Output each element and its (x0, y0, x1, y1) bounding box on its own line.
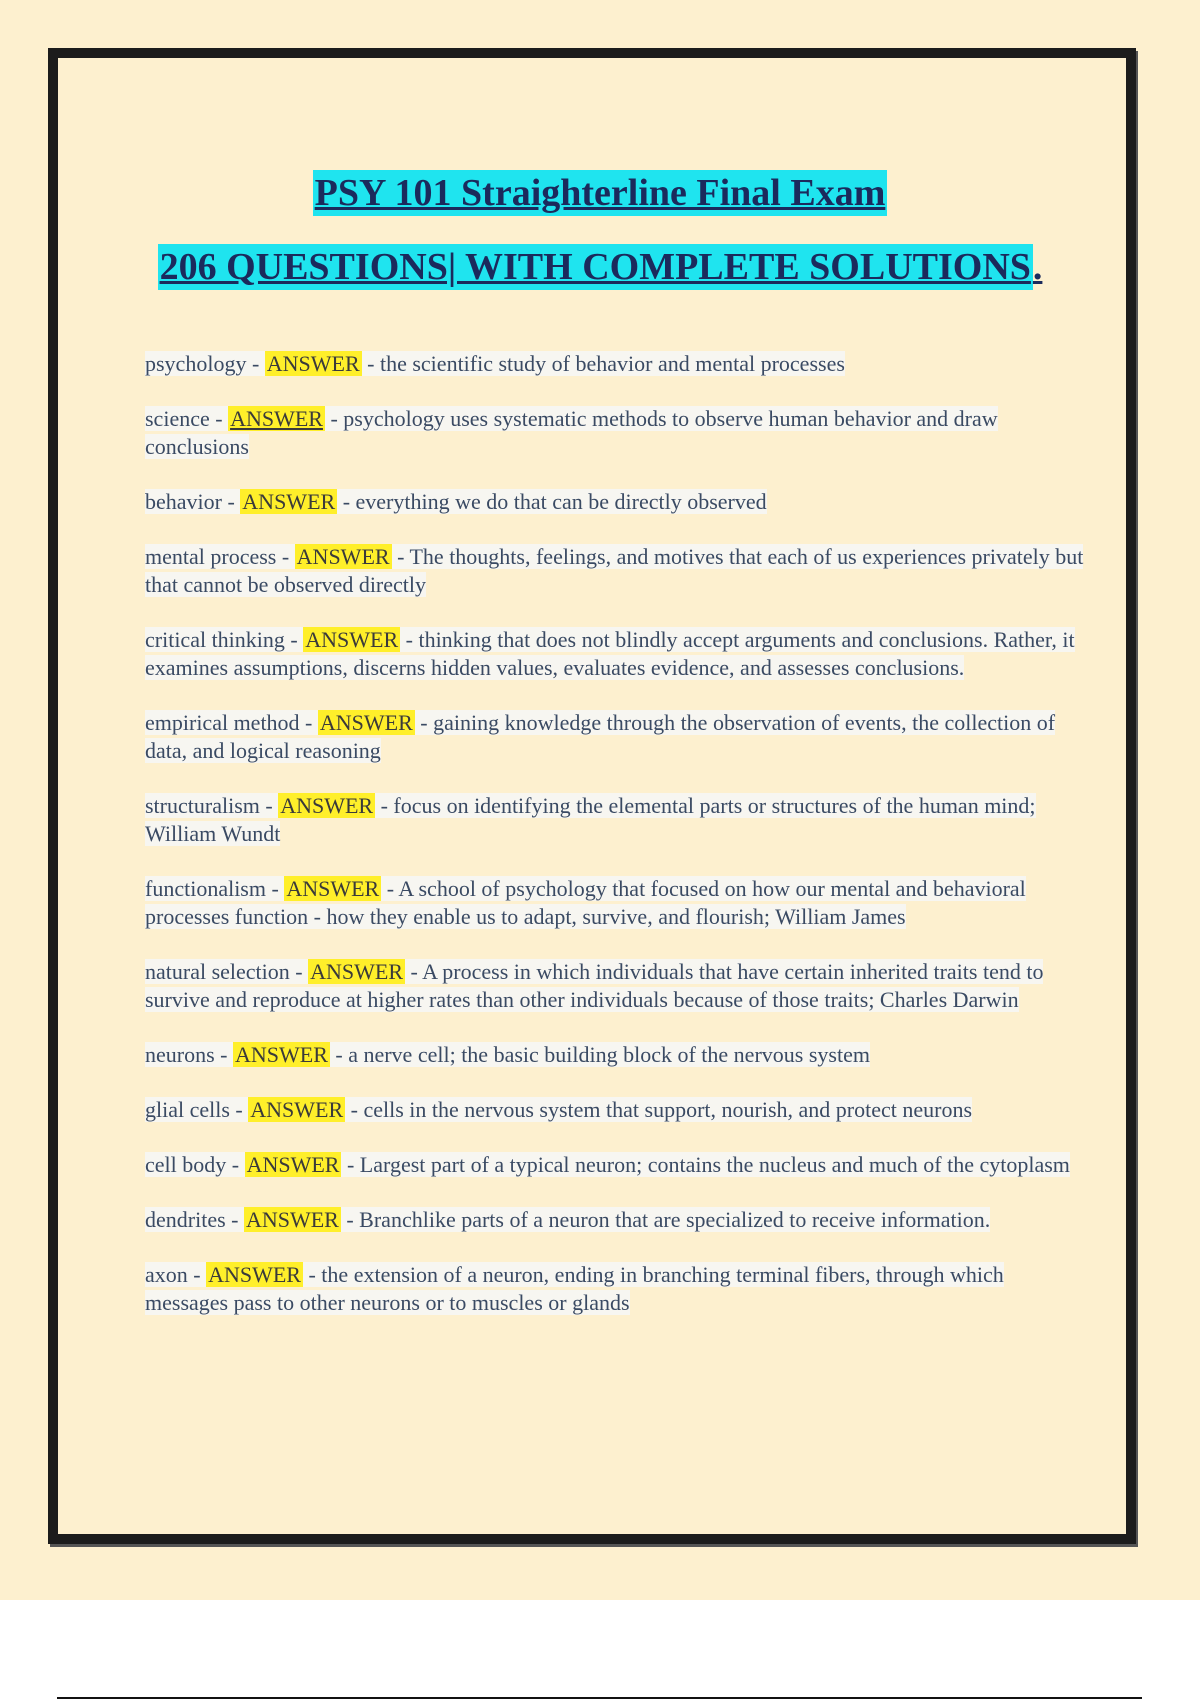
qa-list (145, 350, 1085, 1344)
page-divider (57, 1697, 1142, 1699)
definition: - everything we do that can be directly observed (337, 489, 767, 514)
qa-entry (145, 875, 1085, 931)
qa-entry (145, 1151, 1085, 1179)
definition: - A process in which individuals that have certain inherited traits tend to survive and reproduce at higher rates than other individuals because of those traits; Charles Darwin (145, 959, 1044, 1012)
answer-label: ANSWER (310, 959, 403, 984)
term: cell body - (145, 1152, 245, 1177)
definition: - cells in the nervous system that support, nourish, and protect neurons (345, 1097, 973, 1122)
definition: - The thoughts, feelings, and motives that each of us experiences privately but that cannot be observed directly (145, 544, 1084, 597)
term: science - (145, 406, 229, 431)
document-title: PSY 101 Straighterline Final Exam (314, 172, 886, 214)
answer-label: ANSWER (305, 627, 399, 652)
qa-entry (145, 792, 1085, 848)
term: functionalism - (145, 876, 285, 901)
answer-label: ANSWER (319, 710, 413, 735)
definition: - Largest part of a typical neuron; contains the nucleus and much of the cytoplasm (341, 1152, 1070, 1177)
term: neurons - (145, 1042, 233, 1067)
answer-label: ANSWER (245, 1207, 339, 1232)
qa-entry (145, 958, 1085, 1014)
answer-label: ANSWER (296, 544, 390, 569)
term: critical thinking - (145, 627, 304, 652)
qa-entry (145, 350, 1085, 378)
definition: - thinking that does not blindly accept arguments and conclusions. Rather, it examines assumptions, discerns hidden values, evaluates evidence, and assesses conclusions. (145, 627, 1075, 680)
document-subtitle: 206 QUESTIONS| WITH COMPLETE SOLUTIONS (159, 246, 1031, 288)
answer-label: ANSWER (280, 793, 374, 818)
answer-label: ANSWER (250, 1097, 344, 1122)
term: natural selection - (145, 959, 309, 984)
term: glial cells - (145, 1097, 249, 1122)
qa-entry (145, 543, 1085, 599)
answer-label: ANSWER (246, 1152, 340, 1177)
qa-entry (145, 1261, 1085, 1317)
term: axon - (145, 1262, 207, 1287)
definition: - psychology uses systematic methods to observe human behavior and draw conclusions (145, 406, 998, 459)
qa-entry (145, 626, 1085, 682)
qa-entry (145, 405, 1085, 461)
qa-entry (145, 709, 1085, 765)
definition: - the extension of a neuron, ending in branching terminal fibers, through which messages pass to other neurons or to muscles or glands (145, 1262, 1004, 1315)
answer-label: ANSWER (230, 406, 323, 431)
term: empirical method - (145, 710, 318, 735)
definition: - a nerve cell; the basic building block of the nervous system (329, 1042, 870, 1067)
answer-label: ANSWER (242, 489, 336, 514)
definition: - gaining knowledge through the observation of events, the collection of data, and logical reasoning (145, 710, 1056, 763)
term: psychology - (145, 351, 265, 376)
answer-label: ANSWER (208, 1262, 301, 1287)
answer-label: ANSWER (286, 876, 380, 901)
answer-label: ANSWER (266, 351, 360, 376)
subtitle-period: . (1032, 246, 1043, 288)
answer-label: ANSWER (234, 1042, 328, 1067)
definition: - focus on identifying the elemental parts or structures of the human mind; William Wundt (145, 793, 1036, 846)
definition: - Branchlike parts of a neuron that are specialized to receive information. (340, 1207, 991, 1232)
qa-entry (145, 1041, 1085, 1069)
term: structuralism - (145, 793, 279, 818)
title-block (0, 170, 1200, 290)
term: behavior - (145, 489, 241, 514)
definition: - the scientific study of behavior and mental processes (361, 351, 845, 376)
qa-entry (145, 1206, 1085, 1234)
term: mental process - (145, 544, 295, 569)
qa-entry (145, 1096, 1085, 1124)
definition: - A school of psychology that focused on how our mental and behavioral processes function - how they enable us to adapt, survive, and flourish; William James (145, 876, 1026, 929)
term: dendrites - (145, 1207, 244, 1232)
qa-entry (145, 488, 1085, 516)
